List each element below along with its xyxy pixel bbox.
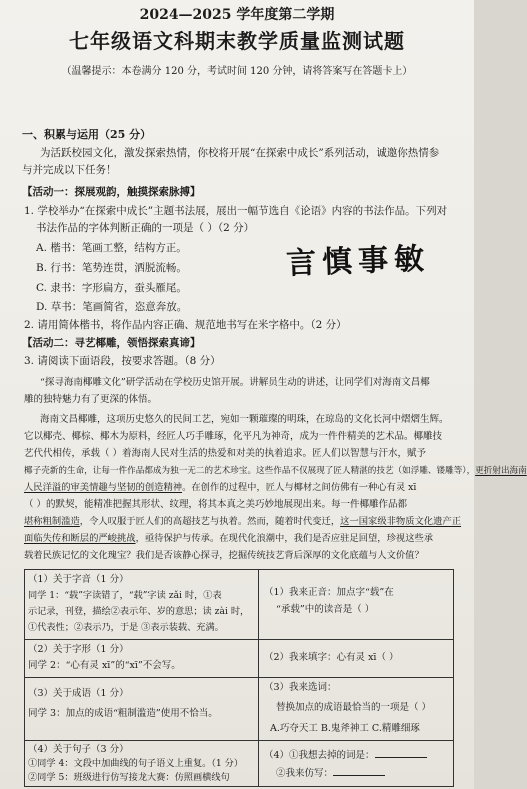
intro-line-1: 为活跃校园文化，激发探索热情，你校将开展“在探索中成长”系列活动，诚邀你热情参: [40, 147, 440, 159]
option-c: C. 隶书：字形扁方，蚕头雁尾。: [36, 282, 187, 294]
wavy-underlined-phrase: 人民洋溢的审美情趣与坚韧的创造精神: [24, 482, 183, 493]
table-border: [24, 569, 454, 570]
table-cell-answer: ②我来仿写：: [276, 766, 385, 781]
school-year-line: 2024—2025 学年度第二学期: [139, 7, 335, 23]
table-border: [24, 677, 454, 678]
passage-line: 人民洋溢的审美情趣与坚韧的创造精神。在创作的过程中，匠人与椰材之间仿佛有一种心有灵 xī: [24, 482, 417, 493]
table-border: [24, 786, 454, 787]
passage-line: 艺代代相传，承载（ ）着海南人民对生活的热爱和对美的执着追求。匠人们以智慧与汗水，赋予: [24, 448, 427, 459]
table-cell-answer: 替换加点的成语最恰当的一项是（ ）: [276, 702, 432, 713]
table-cell-answer: （1）我来正音：加点字“载”在: [264, 587, 394, 598]
passage-line: 椰子壳新的生命，让每一件作品都成为独一无二的艺术珍宝。这些作品不仅展现了匠人精湛的技艺（如浮雕、镂雕等），更折射出海南: [24, 466, 527, 476]
activity-one-heading: 【活动一：探展观韵，触摸探索脉搏】: [22, 186, 201, 198]
table-cell-text: 同学 2：“心有灵 xī”的“xī”不会写。: [28, 660, 181, 671]
passage-line: 载着民族记忆的文化瑰宝？我们是否该静心探寻，挖掘传统技艺背后深厚的文化底蕴与人文价值？: [24, 550, 424, 561]
question-1-line-2: 书法作品的字体判断正确的一项是（ ）（2 分）: [36, 222, 255, 234]
passage-line: 它以椰壳、椰棕、椰木为原料，经匠人巧手雕琢，化平凡为神奇，成为一件件精美的艺术品。椰雕技: [24, 431, 443, 442]
underlined-sentence: 这一国家级非物质文化遗产正: [340, 516, 461, 527]
passage-line: 海南文昌椰雕，这项历史悠久的民间工艺，宛如一颗璀璨的明珠，在琼岛的文化长河中熠熠生辉。: [40, 414, 449, 425]
table-cell-title: （2）关于字形（1 分）: [28, 644, 129, 655]
option-b: B. 行书：笔势连贯，洒脱流畅。: [36, 262, 187, 274]
section-heading: 一、积累与运用（25 分）: [22, 128, 152, 141]
table-cell-text: 示记录，刊登，描绘②表示年、岁的意思；读 zài 时，: [28, 606, 250, 617]
exam-title: 七年级语文科期末教学质量监测试题: [69, 29, 405, 53]
table-border: [453, 569, 454, 787]
question-3: 3. 请阅读下面语段，按要求答题。（8 分）: [24, 355, 221, 367]
table-cell-text: ①同学 4：文段中加曲线的句子语义上重复。（1 分）: [28, 758, 244, 769]
dotted-idiom: 堪称粗制滥造: [24, 516, 80, 527]
table-cell-title: （1）关于字音（1 分）: [28, 574, 129, 585]
wavy-underlined-phrase: 更折射出海南: [475, 466, 527, 476]
passage-line: “探寻海南椰雕文化”研学活动在学校历史馆开展。讲解员生动的讲述，让同学们对海南文昌椰: [40, 377, 430, 388]
table-cell-options: A.巧夺天工 B.鬼斧神工 C.精雕细琢: [270, 723, 420, 734]
table-cell-title: （4）关于句子（3 分）: [28, 744, 129, 755]
passage-line: 面临失传和断层的严峻挑战，亟待保护与传承。在现代化浪潮中，我们是否应驻足回望，珍视这些承: [24, 533, 434, 544]
question-2: 2. 请用简体楷书，将作品内容正确、规范地书写在米字格中。（2 分）: [24, 319, 347, 331]
table-border: [258, 569, 259, 787]
exam-tip: （温馨提示：本卷满分 120 分，考试时间 120 分钟，请将答案写在答题卡上）: [61, 66, 413, 77]
option-a: A. 楷书：笔画工整，结构方正。: [36, 242, 187, 254]
answer-blank: [375, 757, 427, 758]
intro-line-2: 与并完成以下任务！: [22, 164, 117, 176]
passage-line: 雕的独特魅力有了更深的体悟。: [24, 394, 158, 405]
table-cell-text: 同学 3：加点的成语“粗制滥造”使用不恰当。: [28, 708, 218, 719]
table-cell-title: （3）关于成语（1 分）: [28, 688, 129, 699]
calligraphy-artwork: 言慎事敏: [285, 241, 431, 282]
option-d: D. 草书：笔画简省，恣意奔放。: [36, 301, 188, 313]
table-border: [24, 569, 25, 787]
passage-line: 堪称粗制滥造，令人叹服于匠人们的高超技艺与执着。然而，随着时代变迁，这一国家级非物质文化遗产正: [24, 516, 461, 527]
table-cell-text: ②同学 5：班级进行仿写接龙大赛：仿照画横线句: [28, 772, 230, 783]
table-cell-answer: （3）我来选词：: [264, 682, 337, 693]
table-cell-text: 同学 1：“载”字读错了，“载”字读 zǎi 时，①表: [28, 590, 222, 601]
activity-two-heading: 【活动二：寻艺椰雕，领悟探索真谛】: [22, 337, 201, 349]
table-cell-answer: “承载”中的读音是（ ）: [276, 604, 375, 615]
table-border: [24, 740, 454, 741]
answer-blank: [333, 775, 385, 776]
question-1-line-1: 1. 学校举办“在探索中成长”主题书法展，展出一幅节选自《论语》内容的书法作品。下列对: [24, 205, 448, 217]
passage-line: （ ）的默契，能精准把握其形状、纹理，将其本真之美巧妙地展现出来。每一件椰雕作品都: [24, 499, 408, 510]
table-cell-text: ①代表性；②表示乃，于是 ③表示装载、充满。: [28, 622, 224, 633]
table-cell-answer: （2）我来填字：心有灵 xī（ ）: [264, 652, 399, 663]
table-cell-answer: （4）①我想去掉的词是：: [264, 748, 427, 763]
table-border: [24, 639, 454, 640]
underlined-sentence: 面临失传和断层的严峻挑战: [24, 533, 136, 544]
